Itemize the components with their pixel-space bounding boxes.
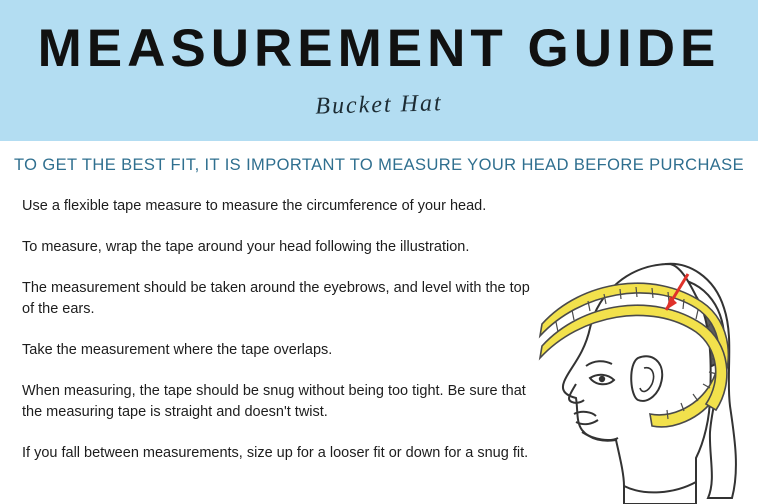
instruction-paragraph: To measure, wrap the tape around your head following the illustration. (22, 239, 470, 255)
instruction-paragraph: Take the measurement where the tape overlaps. (22, 342, 333, 358)
instruction-paragraph: When measuring, the tape should be snug without being too tight. Be sure that the measuring tape is straight and doesn't twist. (22, 383, 526, 420)
instruction-paragraph: If you fall between measurements, size up for a looser fit or down for a snug fit. (22, 445, 529, 461)
header-band (0, 0, 758, 141)
instruction-paragraph: Use a flexible tape measure to measure the circumference of your head. (22, 198, 487, 214)
head-with-measuring-tape-illustration (520, 218, 758, 504)
page-title: MEASUREMENT GUIDE (37, 19, 721, 78)
page-subtitle: Bucket Hat (315, 90, 443, 120)
instruction-paragraph: The measurement should be taken around the eyebrows, and level with the top of the ears. (22, 280, 530, 317)
instructions-list (22, 196, 534, 464)
lead-instruction: TO GET THE BEST FIT, IT IS IMPORTANT TO MEASURE YOUR HEAD BEFORE PURCHASE (14, 156, 744, 174)
